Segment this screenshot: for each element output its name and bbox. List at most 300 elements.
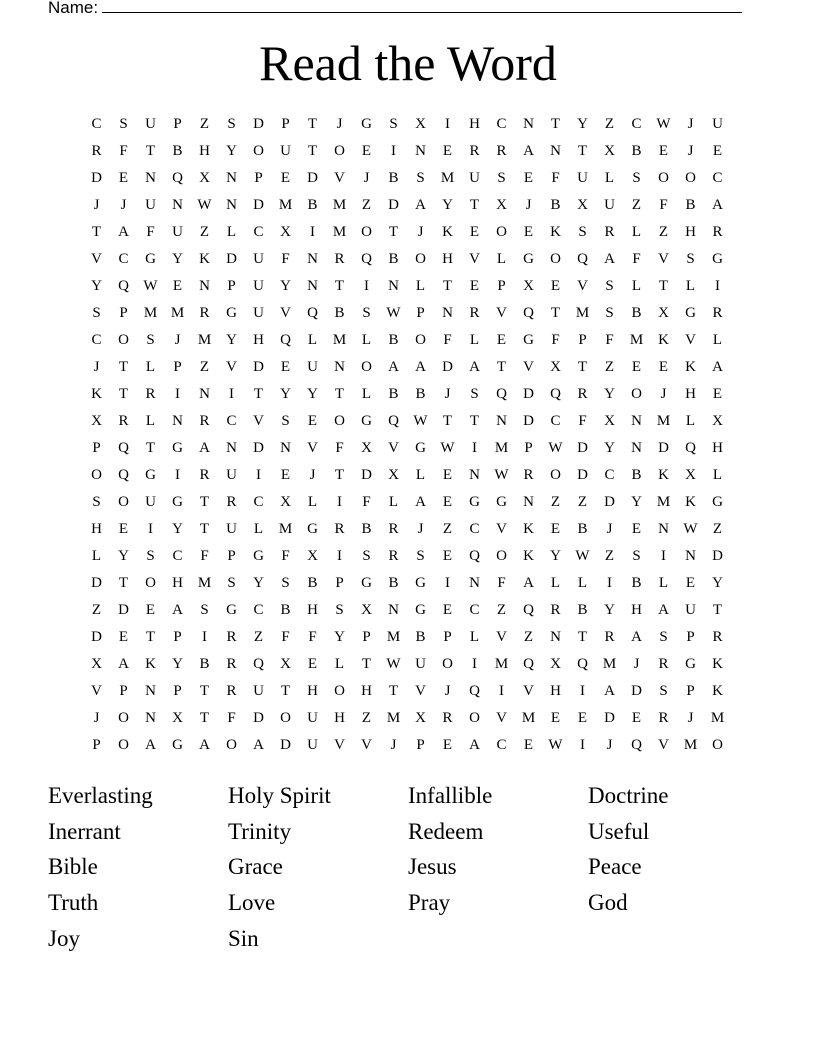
grid-letter[interactable]: L bbox=[307, 332, 318, 348]
grid-letter[interactable]: S bbox=[362, 305, 371, 321]
grid-letter[interactable]: E bbox=[280, 170, 291, 186]
grid-letter[interactable]: Q bbox=[388, 413, 399, 429]
grid-letter[interactable]: N bbox=[226, 197, 237, 213]
grid-letter[interactable]: T bbox=[442, 278, 453, 294]
grid-letter[interactable]: H bbox=[334, 710, 345, 726]
grid-letter[interactable]: B bbox=[199, 656, 210, 672]
grid-letter[interactable]: D bbox=[577, 467, 588, 483]
grid-letter[interactable]: O bbox=[361, 359, 372, 375]
grid-letter[interactable]: Q bbox=[469, 683, 480, 699]
grid-letter[interactable]: V bbox=[685, 332, 696, 348]
grid-letter[interactable]: H bbox=[307, 602, 318, 618]
grid-letter[interactable]: K bbox=[685, 359, 696, 375]
grid-letter[interactable]: L bbox=[307, 494, 318, 510]
grid-letter[interactable]: E bbox=[118, 170, 129, 186]
grid-letter[interactable]: L bbox=[415, 467, 426, 483]
grid-letter[interactable]: E bbox=[631, 521, 642, 537]
grid-letter[interactable]: D bbox=[253, 710, 264, 726]
grid-letter[interactable]: F bbox=[146, 224, 155, 240]
grid-letter[interactable]: Q bbox=[280, 332, 291, 348]
grid-letter[interactable]: Y bbox=[604, 602, 615, 618]
grid-letter[interactable]: O bbox=[550, 467, 561, 483]
grid-letter[interactable]: U bbox=[145, 494, 156, 510]
grid-letter[interactable]: T bbox=[307, 143, 318, 159]
grid-letter[interactable]: D bbox=[523, 413, 534, 429]
grid-letter[interactable]: A bbox=[172, 602, 183, 618]
grid-letter[interactable]: Z bbox=[604, 548, 615, 564]
grid-letter[interactable]: L bbox=[685, 413, 696, 429]
grid-letter[interactable]: T bbox=[469, 197, 480, 213]
grid-letter[interactable]: N bbox=[469, 467, 480, 483]
grid-letter[interactable]: V bbox=[334, 737, 345, 753]
grid-letter[interactable]: H bbox=[442, 251, 453, 267]
grid-letter[interactable]: V bbox=[658, 737, 669, 753]
grid-letter[interactable]: D bbox=[91, 629, 102, 645]
grid-letter[interactable]: E bbox=[145, 602, 156, 618]
grid-letter[interactable]: B bbox=[577, 521, 588, 537]
grid-letter[interactable]: P bbox=[416, 305, 425, 321]
grid-letter[interactable]: K bbox=[199, 251, 210, 267]
grid-letter[interactable]: U bbox=[307, 359, 318, 375]
grid-letter[interactable]: D bbox=[253, 197, 264, 213]
grid-letter[interactable]: V bbox=[388, 440, 399, 456]
grid-letter[interactable]: B bbox=[388, 170, 399, 186]
grid-letter[interactable]: A bbox=[145, 737, 156, 753]
grid-letter[interactable]: U bbox=[226, 521, 237, 537]
grid-letter[interactable]: D bbox=[253, 440, 264, 456]
grid-letter[interactable]: L bbox=[388, 494, 399, 510]
grid-letter[interactable]: U bbox=[280, 143, 291, 159]
grid-letter[interactable]: A bbox=[712, 197, 723, 213]
grid-letter[interactable]: T bbox=[334, 467, 345, 483]
grid-letter[interactable]: Q bbox=[577, 656, 588, 672]
grid-letter[interactable]: X bbox=[388, 467, 399, 483]
grid-letter[interactable]: J bbox=[93, 359, 100, 375]
grid-letter[interactable]: T bbox=[280, 683, 291, 699]
grid-letter[interactable]: L bbox=[334, 656, 345, 672]
grid-letter[interactable]: Y bbox=[712, 575, 723, 591]
grid-letter[interactable]: I bbox=[715, 278, 720, 294]
grid-letter[interactable]: I bbox=[337, 548, 342, 564]
grid-letter[interactable]: Y bbox=[550, 548, 561, 564]
grid-letter[interactable]: V bbox=[91, 683, 102, 699]
grid-letter[interactable]: E bbox=[280, 467, 291, 483]
grid-letter[interactable]: Y bbox=[577, 116, 588, 132]
grid-letter[interactable]: P bbox=[362, 629, 371, 645]
grid-letter[interactable]: L bbox=[631, 278, 642, 294]
grid-letter[interactable]: E bbox=[469, 224, 480, 240]
grid-letter[interactable]: V bbox=[658, 251, 669, 267]
grid-letter[interactable]: R bbox=[658, 656, 669, 672]
grid-letter[interactable]: Z bbox=[604, 359, 615, 375]
grid-letter[interactable]: Y bbox=[280, 278, 291, 294]
grid-letter[interactable]: E bbox=[307, 413, 318, 429]
grid-letter[interactable]: F bbox=[659, 197, 668, 213]
grid-letter[interactable]: J bbox=[363, 170, 370, 186]
grid-letter[interactable]: W bbox=[386, 305, 401, 321]
grid-letter[interactable]: G bbox=[253, 548, 264, 564]
grid-letter[interactable]: P bbox=[254, 170, 263, 186]
grid-letter[interactable]: X bbox=[550, 656, 561, 672]
grid-letter[interactable]: I bbox=[391, 143, 396, 159]
grid-letter[interactable]: L bbox=[145, 413, 156, 429]
grid-letter[interactable]: E bbox=[469, 278, 480, 294]
grid-letter[interactable]: K bbox=[523, 521, 534, 537]
grid-letter[interactable]: A bbox=[388, 359, 399, 375]
grid-letter[interactable]: B bbox=[172, 143, 183, 159]
grid-letter[interactable]: X bbox=[361, 602, 372, 618]
grid-letter[interactable]: S bbox=[227, 575, 236, 591]
grid-letter[interactable]: O bbox=[118, 710, 129, 726]
grid-letter[interactable]: T bbox=[118, 359, 129, 375]
grid-letter[interactable]: W bbox=[143, 278, 158, 294]
grid-letter[interactable]: B bbox=[280, 602, 291, 618]
grid-letter[interactable]: A bbox=[469, 737, 480, 753]
grid-letter[interactable]: T bbox=[145, 440, 156, 456]
grid-letter[interactable]: I bbox=[580, 683, 585, 699]
grid-letter[interactable]: Q bbox=[523, 602, 534, 618]
grid-letter[interactable]: T bbox=[442, 413, 453, 429]
grid-letter[interactable]: O bbox=[550, 251, 561, 267]
grid-letter[interactable]: X bbox=[199, 170, 210, 186]
grid-letter[interactable]: U bbox=[307, 737, 318, 753]
grid-letter[interactable]: J bbox=[606, 521, 613, 537]
grid-letter[interactable]: I bbox=[499, 683, 504, 699]
grid-letter[interactable]: M bbox=[143, 305, 158, 321]
grid-letter[interactable]: J bbox=[93, 710, 100, 726]
grid-letter[interactable]: O bbox=[415, 251, 426, 267]
grid-letter[interactable]: G bbox=[685, 305, 696, 321]
grid-letter[interactable]: P bbox=[227, 278, 236, 294]
grid-letter[interactable]: F bbox=[551, 332, 560, 348]
grid-letter[interactable]: T bbox=[658, 278, 669, 294]
grid-letter[interactable]: E bbox=[523, 224, 534, 240]
grid-letter[interactable]: C bbox=[469, 521, 480, 537]
grid-letter[interactable]: B bbox=[388, 251, 399, 267]
grid-letter[interactable]: E bbox=[442, 467, 453, 483]
grid-letter[interactable]: S bbox=[416, 170, 425, 186]
grid-letter[interactable]: Y bbox=[334, 629, 345, 645]
grid-letter[interactable]: G bbox=[226, 602, 237, 618]
grid-letter[interactable]: L bbox=[658, 575, 669, 591]
grid-letter[interactable]: Q bbox=[172, 170, 183, 186]
grid-letter[interactable]: L bbox=[469, 629, 480, 645]
grid-letter[interactable]: T bbox=[550, 116, 561, 132]
grid-letter[interactable]: J bbox=[417, 521, 424, 537]
grid-letter[interactable]: N bbox=[388, 602, 399, 618]
grid-letter[interactable]: V bbox=[253, 413, 264, 429]
grid-letter[interactable]: D bbox=[631, 683, 642, 699]
grid-letter[interactable]: F bbox=[119, 143, 128, 159]
grid-letter[interactable]: W bbox=[413, 413, 428, 429]
grid-letter[interactable]: Q bbox=[523, 656, 534, 672]
grid-letter[interactable]: A bbox=[415, 359, 426, 375]
grid-letter[interactable]: Q bbox=[469, 548, 480, 564]
grid-letter[interactable]: O bbox=[442, 656, 453, 672]
grid-letter[interactable]: B bbox=[685, 197, 696, 213]
grid-letter[interactable]: A bbox=[523, 143, 534, 159]
grid-letter[interactable]: I bbox=[310, 224, 315, 240]
grid-letter[interactable]: X bbox=[604, 413, 615, 429]
grid-letter[interactable]: A bbox=[604, 683, 615, 699]
grid-letter[interactable]: H bbox=[712, 440, 723, 456]
grid-letter[interactable]: Z bbox=[712, 521, 723, 537]
grid-letter[interactable]: F bbox=[578, 413, 587, 429]
grid-letter[interactable]: X bbox=[523, 278, 534, 294]
grid-letter[interactable]: Q bbox=[685, 440, 696, 456]
grid-letter[interactable]: W bbox=[494, 467, 509, 483]
grid-letter[interactable]: S bbox=[686, 251, 695, 267]
grid-letter[interactable]: O bbox=[361, 224, 372, 240]
grid-letter[interactable]: X bbox=[604, 143, 615, 159]
grid-letter[interactable]: Q bbox=[118, 440, 129, 456]
grid-letter[interactable]: R bbox=[712, 224, 723, 240]
grid-letter[interactable]: E bbox=[496, 332, 507, 348]
grid-letter[interactable]: T bbox=[199, 710, 210, 726]
grid-letter[interactable]: N bbox=[469, 575, 480, 591]
grid-letter[interactable]: M bbox=[683, 737, 698, 753]
grid-letter[interactable]: Y bbox=[307, 386, 318, 402]
grid-letter[interactable]: G bbox=[361, 116, 372, 132]
grid-letter[interactable]: E bbox=[658, 143, 669, 159]
grid-letter[interactable]: J bbox=[525, 197, 532, 213]
grid-letter[interactable]: E bbox=[523, 170, 534, 186]
grid-letter[interactable]: T bbox=[712, 602, 723, 618]
grid-letter[interactable]: G bbox=[415, 602, 426, 618]
grid-letter[interactable]: B bbox=[307, 575, 318, 591]
grid-letter[interactable]: O bbox=[334, 683, 345, 699]
grid-letter[interactable]: Z bbox=[658, 224, 669, 240]
grid-letter[interactable]: C bbox=[604, 467, 615, 483]
grid-letter[interactable]: F bbox=[443, 332, 452, 348]
grid-letter[interactable]: D bbox=[280, 737, 291, 753]
grid-letter[interactable]: T bbox=[199, 494, 210, 510]
grid-letter[interactable]: M bbox=[278, 521, 293, 537]
grid-letter[interactable]: C bbox=[631, 116, 642, 132]
grid-letter[interactable]: O bbox=[226, 737, 237, 753]
grid-letter[interactable]: U bbox=[685, 602, 696, 618]
grid-letter[interactable]: R bbox=[523, 467, 534, 483]
grid-letter[interactable]: H bbox=[685, 224, 696, 240]
grid-letter[interactable]: N bbox=[226, 170, 237, 186]
grid-letter[interactable]: H bbox=[685, 386, 696, 402]
grid-letter[interactable]: C bbox=[253, 494, 264, 510]
grid-letter[interactable]: T bbox=[550, 305, 561, 321]
grid-letter[interactable]: N bbox=[523, 116, 534, 132]
grid-letter[interactable]: B bbox=[361, 521, 372, 537]
grid-letter[interactable]: V bbox=[496, 305, 507, 321]
grid-letter[interactable]: R bbox=[118, 413, 129, 429]
grid-letter[interactable]: U bbox=[253, 278, 264, 294]
grid-letter[interactable]: E bbox=[712, 386, 723, 402]
grid-letter[interactable]: N bbox=[172, 413, 183, 429]
grid-letter[interactable]: O bbox=[415, 332, 426, 348]
grid-letter[interactable]: Z bbox=[361, 710, 372, 726]
grid-letter[interactable]: F bbox=[281, 548, 290, 564]
grid-letter[interactable]: A bbox=[118, 224, 129, 240]
grid-letter[interactable]: C bbox=[253, 602, 264, 618]
grid-letter[interactable]: G bbox=[361, 413, 372, 429]
grid-letter[interactable]: A bbox=[712, 359, 723, 375]
grid-letter[interactable]: K bbox=[658, 467, 669, 483]
grid-letter[interactable]: E bbox=[550, 278, 561, 294]
grid-letter[interactable]: V bbox=[469, 251, 480, 267]
grid-letter[interactable]: D bbox=[253, 359, 264, 375]
grid-letter[interactable]: D bbox=[604, 494, 615, 510]
grid-letter[interactable]: P bbox=[281, 116, 290, 132]
grid-letter[interactable]: Q bbox=[631, 737, 642, 753]
grid-letter[interactable]: V bbox=[523, 359, 534, 375]
grid-letter[interactable]: C bbox=[91, 332, 102, 348]
grid-letter[interactable]: G bbox=[415, 440, 426, 456]
grid-letter[interactable]: N bbox=[226, 440, 237, 456]
grid-letter[interactable]: W bbox=[386, 656, 401, 672]
grid-letter[interactable]: M bbox=[656, 413, 671, 429]
grid-letter[interactable]: Y bbox=[604, 440, 615, 456]
grid-letter[interactable]: G bbox=[712, 251, 723, 267]
grid-letter[interactable]: U bbox=[253, 683, 264, 699]
grid-letter[interactable]: L bbox=[685, 278, 696, 294]
grid-letter[interactable]: M bbox=[575, 305, 590, 321]
grid-letter[interactable]: E bbox=[361, 143, 372, 159]
grid-letter[interactable]: R bbox=[199, 467, 210, 483]
grid-letter[interactable]: A bbox=[658, 602, 669, 618]
grid-letter[interactable]: W bbox=[656, 116, 671, 132]
grid-letter[interactable]: L bbox=[712, 467, 723, 483]
grid-letter[interactable]: V bbox=[280, 305, 291, 321]
grid-letter[interactable]: N bbox=[172, 197, 183, 213]
grid-letter[interactable]: T bbox=[334, 278, 345, 294]
grid-letter[interactable]: G bbox=[145, 467, 156, 483]
grid-letter[interactable]: O bbox=[496, 224, 507, 240]
grid-letter[interactable]: B bbox=[631, 143, 642, 159]
grid-letter[interactable]: W bbox=[440, 440, 455, 456]
grid-letter[interactable]: G bbox=[685, 656, 696, 672]
grid-letter[interactable]: R bbox=[469, 143, 480, 159]
grid-letter[interactable]: I bbox=[202, 629, 207, 645]
grid-letter[interactable]: I bbox=[337, 494, 342, 510]
grid-letter[interactable]: I bbox=[364, 278, 369, 294]
grid-letter[interactable]: S bbox=[632, 548, 641, 564]
grid-letter[interactable]: T bbox=[118, 386, 129, 402]
grid-letter[interactable]: A bbox=[415, 197, 426, 213]
grid-letter[interactable]: M bbox=[197, 332, 212, 348]
grid-letter[interactable]: Y bbox=[631, 494, 642, 510]
grid-letter[interactable]: M bbox=[602, 656, 617, 672]
grid-letter[interactable]: L bbox=[253, 521, 264, 537]
grid-letter[interactable]: B bbox=[577, 602, 588, 618]
grid-letter[interactable]: Y bbox=[118, 548, 129, 564]
grid-letter[interactable]: Q bbox=[496, 386, 507, 402]
grid-letter[interactable]: S bbox=[362, 548, 371, 564]
grid-letter[interactable]: D bbox=[658, 440, 669, 456]
grid-letter[interactable]: F bbox=[362, 494, 371, 510]
grid-letter[interactable]: R bbox=[334, 521, 345, 537]
grid-letter[interactable]: Z bbox=[199, 359, 210, 375]
grid-letter[interactable]: Z bbox=[442, 521, 453, 537]
grid-letter[interactable]: N bbox=[199, 278, 210, 294]
grid-letter[interactable]: J bbox=[444, 386, 451, 402]
grid-letter[interactable]: M bbox=[332, 224, 347, 240]
grid-letter[interactable]: M bbox=[197, 575, 212, 591]
grid-letter[interactable]: J bbox=[120, 197, 127, 213]
grid-letter[interactable]: X bbox=[361, 440, 372, 456]
grid-letter[interactable]: I bbox=[580, 737, 585, 753]
grid-letter[interactable]: X bbox=[658, 305, 669, 321]
grid-letter[interactable]: D bbox=[604, 710, 615, 726]
grid-letter[interactable]: X bbox=[172, 710, 183, 726]
grid-letter[interactable]: U bbox=[253, 305, 264, 321]
grid-letter[interactable]: X bbox=[496, 197, 507, 213]
grid-letter[interactable]: N bbox=[442, 305, 453, 321]
grid-letter[interactable]: F bbox=[227, 710, 236, 726]
grid-letter[interactable]: R bbox=[658, 710, 669, 726]
grid-letter[interactable]: F bbox=[551, 170, 560, 186]
grid-letter[interactable]: U bbox=[172, 224, 183, 240]
grid-letter[interactable]: O bbox=[253, 143, 264, 159]
grid-letter[interactable]: R bbox=[145, 386, 156, 402]
grid-letter[interactable]: P bbox=[524, 440, 533, 456]
grid-letter[interactable]: E bbox=[118, 629, 129, 645]
grid-letter[interactable]: T bbox=[307, 116, 318, 132]
grid-letter[interactable]: R bbox=[388, 548, 399, 564]
grid-letter[interactable]: Y bbox=[253, 575, 264, 591]
grid-letter[interactable]: L bbox=[712, 332, 723, 348]
grid-letter[interactable]: O bbox=[496, 548, 507, 564]
grid-letter[interactable]: C bbox=[496, 737, 507, 753]
name-underline[interactable] bbox=[102, 0, 742, 13]
grid-letter[interactable]: N bbox=[550, 143, 561, 159]
grid-letter[interactable]: I bbox=[607, 575, 612, 591]
grid-letter[interactable]: T bbox=[496, 359, 507, 375]
grid-letter[interactable]: M bbox=[386, 710, 401, 726]
grid-letter[interactable]: L bbox=[469, 332, 480, 348]
grid-letter[interactable]: O bbox=[658, 170, 669, 186]
grid-letter[interactable]: C bbox=[712, 170, 723, 186]
grid-letter[interactable]: S bbox=[200, 602, 209, 618]
grid-letter[interactable]: P bbox=[443, 629, 452, 645]
grid-letter[interactable]: J bbox=[417, 224, 424, 240]
grid-letter[interactable]: H bbox=[199, 143, 210, 159]
grid-letter[interactable]: E bbox=[550, 710, 561, 726]
grid-letter[interactable]: X bbox=[280, 224, 291, 240]
grid-letter[interactable]: D bbox=[118, 602, 129, 618]
grid-letter[interactable]: I bbox=[175, 467, 180, 483]
grid-letter[interactable]: R bbox=[550, 602, 561, 618]
grid-letter[interactable]: L bbox=[496, 251, 507, 267]
grid-letter[interactable]: V bbox=[496, 710, 507, 726]
grid-letter[interactable]: M bbox=[656, 494, 671, 510]
grid-letter[interactable]: N bbox=[307, 251, 318, 267]
grid-letter[interactable]: P bbox=[173, 116, 182, 132]
grid-letter[interactable]: B bbox=[631, 305, 642, 321]
grid-letter[interactable]: S bbox=[281, 575, 290, 591]
grid-letter[interactable]: N bbox=[658, 521, 669, 537]
grid-letter[interactable]: F bbox=[281, 629, 290, 645]
grid-letter[interactable]: J bbox=[390, 737, 397, 753]
grid-letter[interactable]: S bbox=[578, 224, 587, 240]
grid-letter[interactable]: X bbox=[415, 710, 426, 726]
grid-letter[interactable]: R bbox=[91, 143, 102, 159]
grid-letter[interactable]: W bbox=[575, 548, 590, 564]
grid-letter[interactable]: L bbox=[577, 575, 588, 591]
grid-letter[interactable]: H bbox=[253, 332, 264, 348]
grid-letter[interactable]: I bbox=[229, 386, 234, 402]
grid-letter[interactable]: W bbox=[548, 440, 563, 456]
grid-letter[interactable]: S bbox=[281, 413, 290, 429]
grid-letter[interactable]: K bbox=[658, 332, 669, 348]
grid-letter[interactable]: Z bbox=[550, 494, 561, 510]
